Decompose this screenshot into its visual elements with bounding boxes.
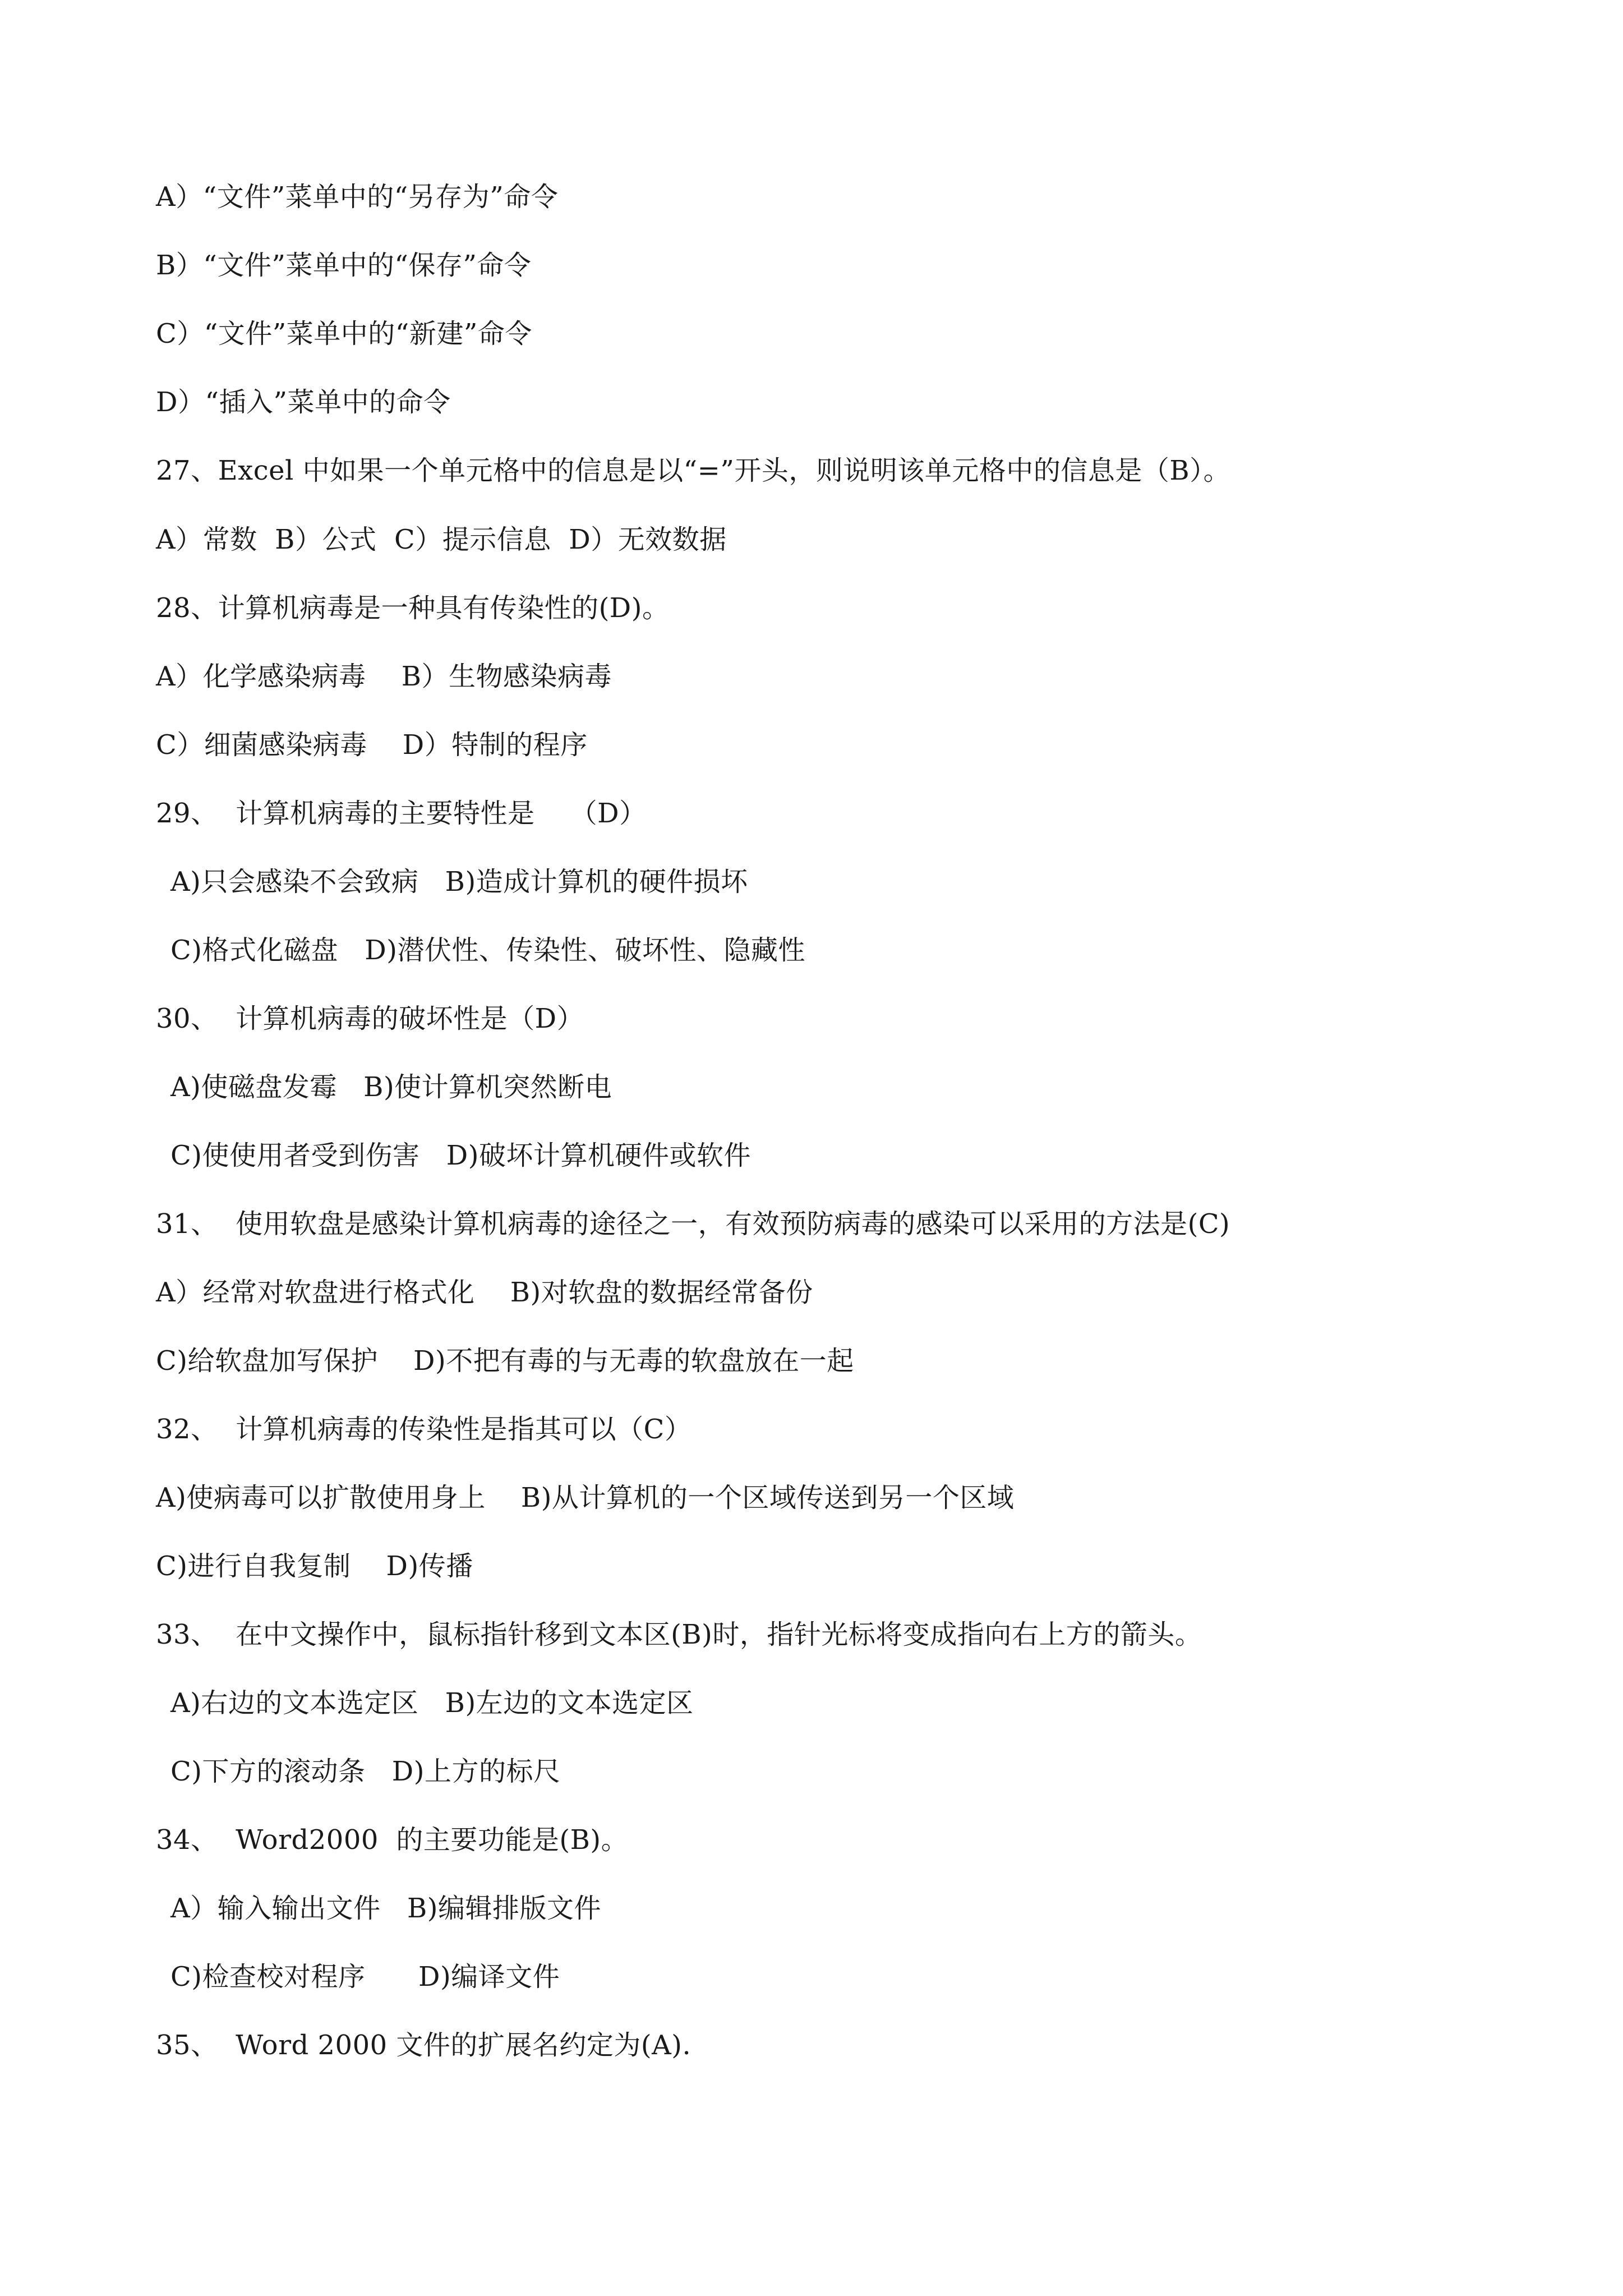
option-line: D）“插入”菜单中的命令	[156, 386, 451, 418]
option-line: C）“文件”菜单中的“新建”命令	[156, 318, 532, 349]
option-line: C）细菌感染病毒 D）特制的程序	[156, 729, 588, 761]
option-line: C)使使用者受到伤害 D)破坏计算机硬件或软件	[170, 1140, 751, 1171]
option-line: A)右边的文本选定区 B)左边的文本选定区	[170, 1687, 694, 1719]
option-line: C)检查校对程序 D)编译文件	[170, 1961, 560, 1993]
option-line: C)格式化磁盘 D)潜伏性、传染性、破坏性、隐藏性	[170, 935, 805, 966]
question-32: 32、 计算机病毒的传染性是指其可以（C）	[156, 1414, 692, 1445]
option-line: C)进行自我复制 D)传播	[156, 1550, 473, 1582]
option-line: A)使磁盘发霉 B)使计算机突然断电	[170, 1071, 612, 1103]
question-29: 29、 计算机病毒的主要特性是 （D）	[156, 798, 647, 829]
question-34: 34、 Word2000 的主要功能是(B)。	[156, 1824, 629, 1856]
option-line: A)只会感染不会致病 B)造成计算机的硬件损坏	[170, 866, 748, 898]
question-27: 27、Excel 中如果一个单元格中的信息是以“=”开头，则说明该单元格中的信息是（B）。	[156, 455, 1231, 486]
option-line: A）经常对软盘进行格式化 B)对软盘的数据经常备份	[156, 1277, 813, 1308]
question-33: 33、 在中文操作中，鼠标指针移到文本区(B)时，指针光标将变成指向右上方的箭头。	[156, 1619, 1202, 1650]
question-35: 35、 Word 2000 文件的扩展名约定为(A).	[156, 2030, 691, 2061]
option-line: A）常数 B）公式 C）提示信息 D）无效数据	[156, 524, 727, 555]
question-28: 28、计算机病毒是一种具有传染性的(D)。	[156, 592, 670, 624]
question-31: 31、 使用软盘是感染计算机病毒的途径之一，有效预防病毒的感染可以采用的方法是(C)	[156, 1208, 1230, 1240]
option-line: A)使病毒可以扩散使用身上 B)从计算机的一个区域传送到另一个区域	[156, 1482, 1015, 1513]
option-line: B）“文件”菜单中的“保存”命令	[156, 250, 532, 281]
option-line: A）化学感染病毒 B）生物感染病毒	[156, 661, 612, 692]
option-line: C)下方的滚动条 D)上方的标尺	[170, 1756, 561, 1787]
option-line: C)给软盘加写保护 D)不把有毒的与无毒的软盘放在一起	[156, 1345, 854, 1377]
question-30: 30、 计算机病毒的破坏性是（D）	[156, 1003, 584, 1034]
option-line: A）“文件”菜单中的“另存为”命令	[156, 181, 559, 213]
option-line: A）输入输出文件 B)编辑排版文件	[170, 1893, 601, 1924]
